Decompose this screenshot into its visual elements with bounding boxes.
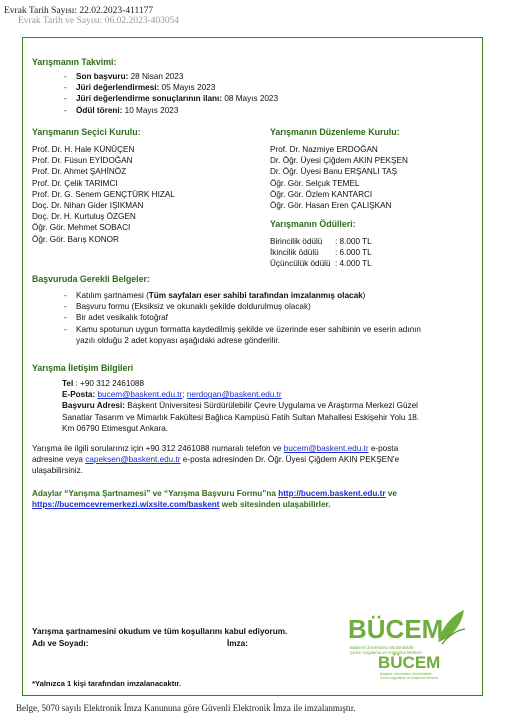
address-line: Km 06790 Etimesgut Ankara. xyxy=(62,423,169,433)
list-item: İkincilik ödülü : 6.000 TL xyxy=(270,248,372,258)
list-item: Öğr. Gör. Barış KONOR xyxy=(32,234,119,244)
paragraph-line: https://bucemcevremerkezi.wixsite.com/baskent web sitesinden ulaşabilirler. xyxy=(32,500,331,510)
name-label: Adı ve Soyadı: xyxy=(32,639,89,648)
email-link[interactable]: bucem@baskent.edu.tr xyxy=(283,444,369,453)
svg-text:Başkent Üniversitesi Sürdürüle: Başkent Üniversitesi Sürdürülebilir xyxy=(350,645,414,650)
bucem-logo xyxy=(346,604,466,684)
email-line: E-Posta: bucem@baskent.edu.tr; nerdogan@baskent.edu.tr xyxy=(62,390,282,400)
email-link[interactable]: bucem@baskent.edu.tr xyxy=(97,390,183,400)
footnote: *Yalnızca 1 kişi tarafından imzalanacaktır. xyxy=(32,679,181,688)
list-item: Öğr. Gör. Selçuk TEMEL xyxy=(270,178,360,188)
svg-text:Çevre Uygulama ve Araştırma Me: Çevre Uygulama ve Araştırma Merkezi xyxy=(350,650,422,655)
list-item: - Katılım şartnamesi (Tüm sayfaları eser sahibi tarafından imzalanmış olacak) xyxy=(64,290,421,301)
contact-paragraph xyxy=(32,443,399,477)
secici-kurul-list xyxy=(32,144,175,245)
address-line: Sanatlar Tasarım ve Mimarlık Fakültesi Bağlıca Kampüsü Fatih Sultan Mahallesi Eskişehir Yolu 18. xyxy=(62,412,420,422)
iletisim-block xyxy=(62,378,419,434)
secici-kurul-heading: Yarışmanın Seçici Kurulu: xyxy=(32,127,141,137)
list-item: Prof. Dr. H. Hale KÜNÜÇEN xyxy=(32,145,135,154)
takvim-item: - Son başvuru: 28 Nisan 2023 xyxy=(64,71,278,82)
duzenleme-kurul-list xyxy=(270,144,408,211)
website-link[interactable]: http://bucem.baskent.edu.tr xyxy=(278,489,386,498)
oduller-heading: Yarışmanın Ödülleri: xyxy=(270,219,356,229)
signature-label: İmza: xyxy=(227,639,248,648)
website-paragraph xyxy=(32,488,397,510)
document-date-stamp: Evrak Tarih Sayısı: 22.02.2023-411177 xyxy=(4,6,154,16)
list-item: - Bir adet vesikalık fotoğraf xyxy=(64,312,421,323)
email-link[interactable]: nerdogan@baskent.edu.tr xyxy=(186,390,282,400)
list-item: Birincilik ödülü : 8.000 TL xyxy=(270,237,372,246)
website-link[interactable]: https://bucemcevremerkezi.wixsite.com/baskent xyxy=(32,500,220,510)
svg-text:Çevre Uygulama ve Araştırma Me: Çevre Uygulama ve Araştırma Merkezi xyxy=(380,676,439,680)
list-item: Prof. Dr. G. Senem GENÇTÜRK HIZAL xyxy=(32,189,175,199)
list-item: Dr. Öğr. Üyesi Banu ERŞANLI TAŞ xyxy=(270,167,398,177)
list-item: Öğr. Gör. Mehmet SOBACI xyxy=(32,223,131,233)
iletisim-heading: Yarışma İletişim Bilgileri xyxy=(32,363,134,373)
list-item: Prof. Dr. Ahmet ŞAHİNÖZ xyxy=(32,167,127,177)
ghost-document-stamp: Evrak Tarih ve Sayısı: 06.02.2023-403054 xyxy=(18,16,180,26)
e-signature-note: Belge, 5070 sayılı Elektronik İmza Kanununa göre Güvenli Elektronik İmza ile imzalanmıştır. xyxy=(16,703,356,713)
takvim-item: - Jüri değerlendirme sonuçlarının ilanı: 08 Mayıs 2023 xyxy=(64,93,278,104)
list-item: Doç. Dr. Nihan Gider IŞIKMAN xyxy=(32,200,144,210)
phone-line: Tel : +90 312 2461088 xyxy=(62,379,145,388)
list-item: Doç. Dr. H. Kurtuluş ÖZGEN xyxy=(32,212,136,222)
address-line: Başvuru Adresi: Başkent Üniversitesi Sürdürülebilir Çevre Uygulama ve Araştırma Merkezi Güzel xyxy=(62,401,418,411)
list-item: - Kamu spotunun uygun formatta kaydedilmiş şekilde ve üzerinde eser sahibinin ve eserin adının yazılı olduğu 2 adet kopyası aşağıdaki adrese gönderilir. xyxy=(64,324,421,346)
list-item: Üçüncülük ödülü : 4.000 TL xyxy=(270,259,372,269)
belgeler-list xyxy=(64,290,421,346)
svg-text:Başkent Üniversitesi Sürdürüle: Başkent Üniversitesi Sürdürülebilir xyxy=(380,672,432,676)
paragraph-line: Yarışma ile ilgili sorularınız için +90 312 2461088 numaralı telefon ve bucem@baskent.edu.tr e-posta xyxy=(32,444,399,453)
list-item: Prof. Dr. Füsun EYİDOĞAN xyxy=(32,156,133,166)
paragraph-line: Adaylar “Yarışma Şartnamesi” ve “Yarışma Başvuru Formu”na http://bucem.baskent.edu.tr ve xyxy=(32,489,397,498)
list-item: Prof. Dr. Çelik TARIMCI xyxy=(32,178,118,188)
belgeler-heading: Başvuruda Gerekli Belgeler: xyxy=(32,274,150,284)
list-item: Öğr. Gör. Özlem KANTARCI xyxy=(270,189,373,199)
takvim-item: - Ödül töreni: 10 Mayıs 2023 xyxy=(64,105,278,116)
bucem-logo-graphic xyxy=(346,604,466,684)
duzenleme-kurul-heading: Yarışmanın Düzenleme Kurulu: xyxy=(270,127,400,137)
paragraph-line: ulaşabilirsiniz. xyxy=(32,466,83,476)
list-item: - Başvuru formu (Eksiksiz ve okunaklı şekilde doldurulmuş olacak) xyxy=(64,301,421,312)
logo-word: BÜCEM xyxy=(348,614,444,644)
list-item: Öğr. Gör. Hasan Eren ÇALIŞKAN xyxy=(270,200,392,210)
consent-statement: Yarışma şartnamesini okudum ve tüm koşullarını kabul ediyorum. xyxy=(32,627,288,636)
takvim-list xyxy=(64,71,278,116)
paragraph-line: adresine veya capeksen@baskent.edu.tr e-posta adresinden Dr. Öğr. Üyesi Çiğdem AKIN PEKŞEN'e xyxy=(32,455,400,465)
takvim-heading: Yarışmanın Takvimi: xyxy=(32,57,117,67)
email-link[interactable]: capeksen@baskent.edu.tr xyxy=(85,455,181,465)
list-item: Prof. Dr. Nazmiye ERDOĞAN xyxy=(270,145,378,154)
list-item: Dr. Öğr. Üyesi Çiğdem AKIN PEKŞEN xyxy=(270,156,408,166)
logo-word: BÜCEM xyxy=(378,653,441,672)
oduller-list xyxy=(270,236,372,270)
takvim-item: - Jüri değerlendirmesi: 05 Mayıs 2023 xyxy=(64,82,278,93)
